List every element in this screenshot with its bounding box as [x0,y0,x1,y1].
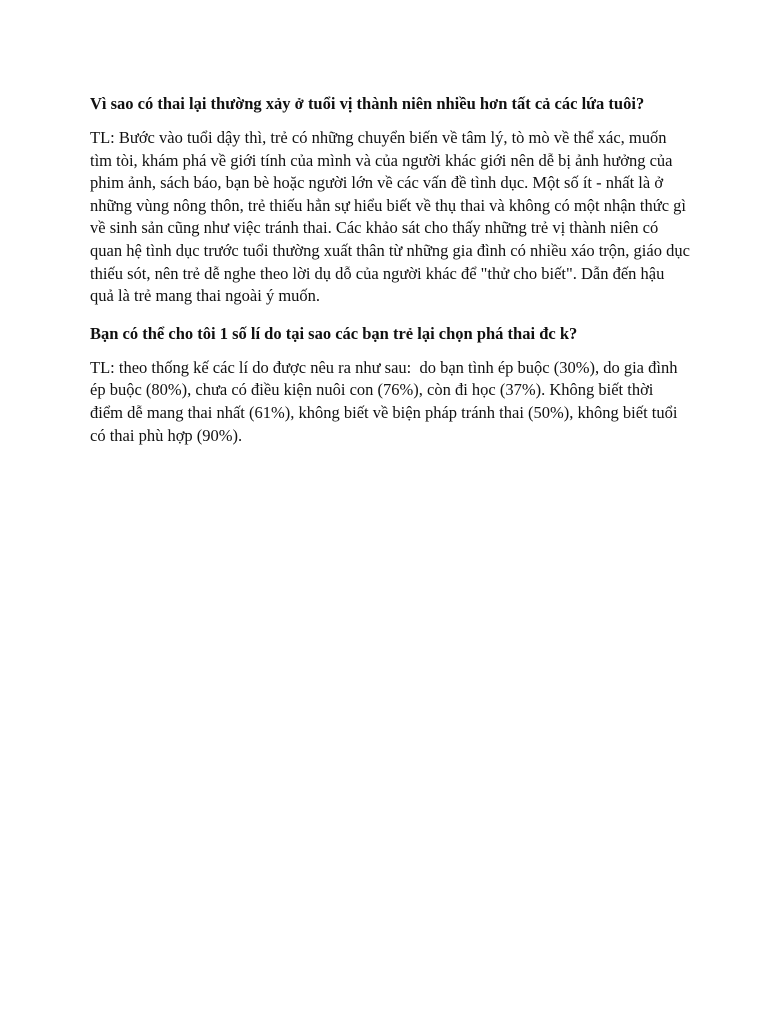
answer-2: TL: theo thống kế các lí do được nêu ra như sau: do bạn tình ép buộc (30%), do gia đình ép buộc (80%), chưa có điều kiện nuôi con (76%), còn đi học (37%). Không biết thời điểm dễ mang thai nhất (61%), không biết về biện pháp tránh thai (50%), không biết tuổi có thai phù hợp (90%). [90,357,682,445]
document-body [90,92,695,461]
question-1: Vì sao có thai lại thường xảy ở tuổi vị thành niên nhiều hơn tất cả các lứa tuôi? [90,94,645,113]
answer-1: TL: Bước vào tuổi dậy thì, trẻ có những chuyển biến về tâm lý, tò mò về thể xác, muốn tìm tòi, khám phá về giới tính của mình và của người khác giới nên dễ bị ảnh hưởng của phim ảnh, sách báo, bạn bè hoặc người lớn về các vấn đề tình dục. Một số ít - nhất là ở những vùng nông thôn, trẻ thiếu hẳn sự hiểu biết về thụ thai và không có một nhận thức gì về sinh sản cũng như việc tránh thai. Các khảo sát cho thấy những trẻ vị thành niên có quan hệ tình dục trước tuổi thường xuất thân từ những gia đình có nhiều xáo trộn, giáo dục thiếu sót, nên trẻ dễ nghe theo lời dụ dỗ của người khác để "thử cho biết". Dẫn đến hậu quả là trẻ mang thai ngoài ý muốn. [90,128,695,306]
question-2: Bạn có thể cho tôi 1 số lí do tại sao các bạn trẻ lại chọn phá thai đc k? [90,323,578,343]
